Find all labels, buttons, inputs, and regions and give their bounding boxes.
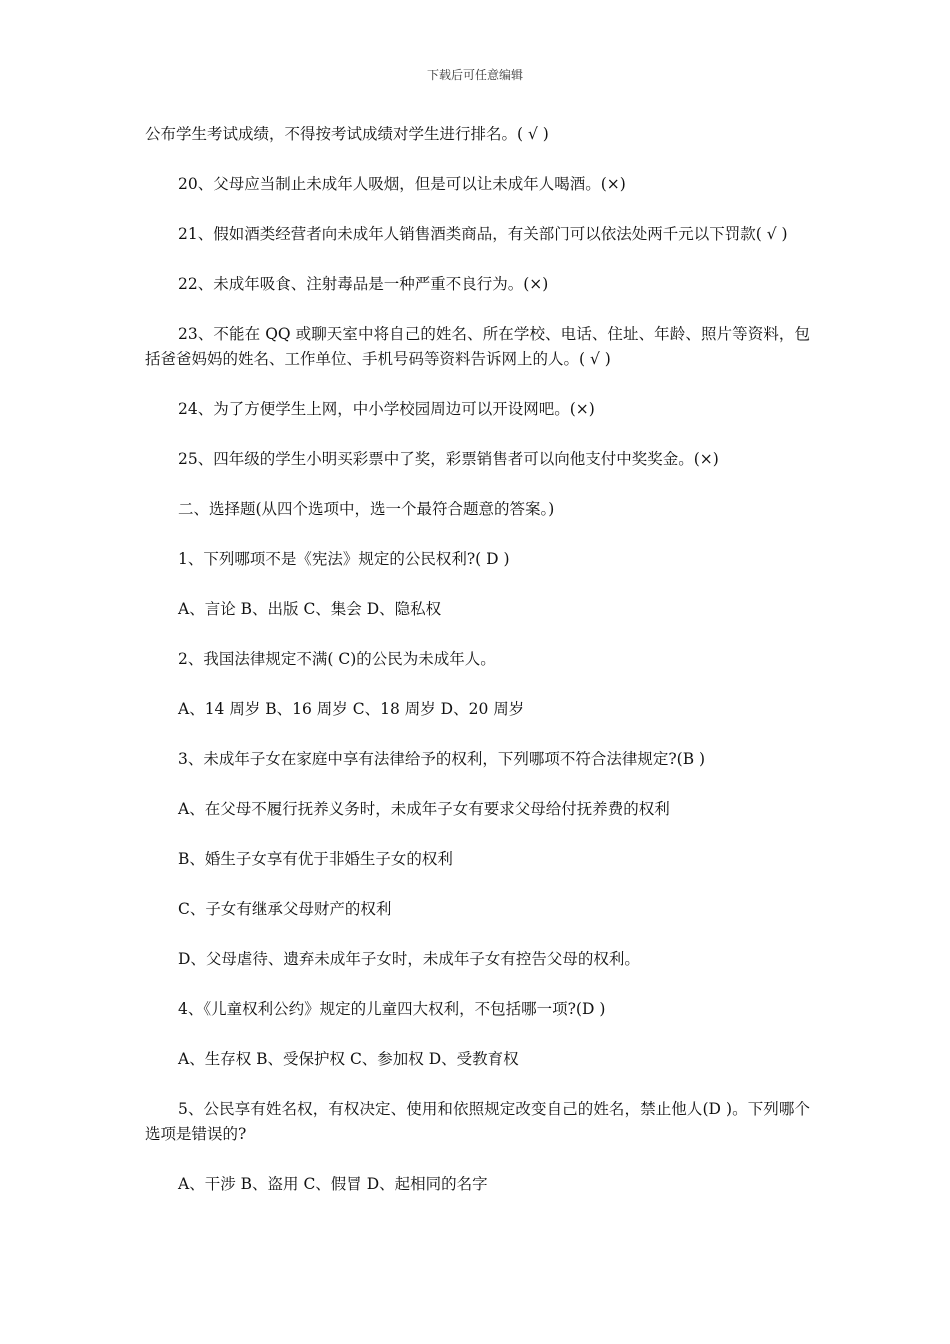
choice-option-3b: B、婚生子女享有优于非婚生子女的权利: [178, 850, 453, 868]
question-21: 21、假如酒类经营者向未成年人销售酒类商品，有关部门可以依法处两千元以下罚款( √ ): [178, 225, 788, 243]
choice-options-1: A、言论 B、出版 C、集会 D、隐私权: [178, 600, 442, 618]
question-20: 20、父母应当制止未成年人吸烟，但是可以让未成年人喝酒。(×): [178, 175, 626, 193]
question-24: 24、为了方便学生上网，中小学校园周边可以开设网吧。(×): [178, 400, 595, 418]
choice-question-1: 1、下列哪项不是《宪法》规定的公民权利?( D ): [178, 550, 510, 568]
choice-option-3c: C、子女有继承父母财产的权利: [178, 900, 392, 918]
choice-option-3d: D、父母虐待、遗弃未成年子女时，未成年子女有控告父母的权利。: [178, 950, 640, 968]
question-22: 22、未成年吸食、注射毒品是一种严重不良行为。(×): [178, 275, 549, 293]
choice-options-4: A、生存权 B、受保护权 C、参加权 D、受教育权: [178, 1050, 519, 1068]
choice-question-2: 2、我国法律规定不满( C)的公民为未成年人。: [178, 650, 496, 668]
section-heading-choice: 二、选择题(从四个选项中，选一个最符合题意的答案。): [178, 500, 555, 518]
choice-options-2: A、14 周岁 B、16 周岁 C、18 周岁 D、20 周岁: [178, 700, 525, 718]
paragraph-continuation: 公布学生考试成绩，不得按考试成绩对学生进行排名。( √ ): [145, 125, 549, 143]
question-23: 23、不能在 QQ 或聊天室中将自己的姓名、所在学校、电话、住址、年龄、照片等资料，包括爸爸妈妈的姓名、工作单位、手机号码等资料告诉网上的人。( √ ): [145, 325, 810, 368]
choice-question-4: 4、《儿童权利公约》规定的儿童四大权利，不包括哪一项?(D ): [178, 1000, 606, 1018]
document-body: [145, 122, 810, 1222]
choice-question-3: 3、未成年子女在家庭中享有法律给予的权利，下列哪项不符合法律规定?(B ): [178, 750, 706, 768]
choice-question-5: 5、公民享有姓名权，有权决定、使用和依照规定改变自己的姓名，禁止他人(D )。下列哪个选项是错误的?: [145, 1100, 810, 1143]
choice-option-3a: A、在父母不履行抚养义务时，未成年子女有要求父母给付抚养费的权利: [178, 800, 670, 818]
page-header: 下载后可任意编辑: [426, 68, 523, 82]
question-25: 25、四年级的学生小明买彩票中了奖，彩票销售者可以向他支付中奖奖金。(×): [178, 450, 719, 468]
choice-options-5: A、干涉 B、盗用 C、假冒 D、起相同的名字: [178, 1175, 488, 1193]
